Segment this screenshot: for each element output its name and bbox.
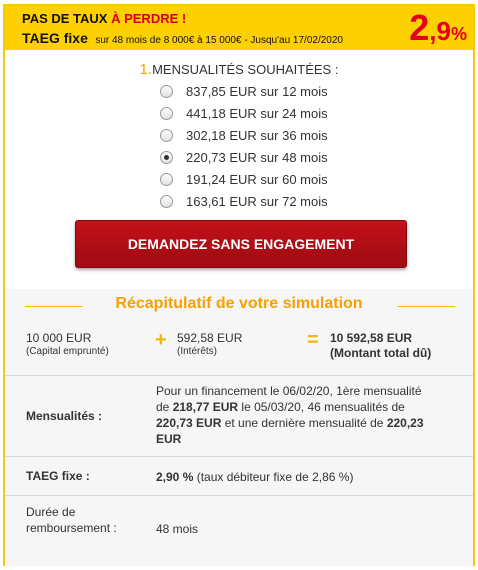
monthly-payments-title xyxy=(5,61,473,78)
radio-button[interactable] xyxy=(160,129,173,142)
cost-summary xyxy=(5,329,473,369)
option-label: 191,24 EUR sur 60 mois xyxy=(186,171,328,187)
mensualites-label: Mensualités : xyxy=(26,409,103,423)
taeg-detail: (taux débiteur fixe de 2,86 %) xyxy=(193,470,354,484)
promo-prefix: PAS DE TAUX xyxy=(22,11,112,26)
payment-option-12[interactable] xyxy=(160,80,328,102)
first-payment-amount: 218,77 EUR xyxy=(172,400,239,414)
divider xyxy=(5,495,473,496)
rate-percent: % xyxy=(450,24,467,44)
total-caption: (Montant total dû) xyxy=(330,346,432,360)
radio-button-selected[interactable] xyxy=(160,151,173,164)
promo-conditions: sur 48 mois de 8 000€ à 15 000€ - Jusqu'au 17/02/2020 xyxy=(95,35,343,46)
divider xyxy=(5,375,473,376)
title-divider-right xyxy=(397,306,455,307)
recap-title: Récapitulatif de votre simulation xyxy=(115,295,363,312)
duration-label-line2: remboursement : xyxy=(26,521,117,535)
option-label: 220,73 EUR sur 48 mois xyxy=(186,149,328,165)
capital-value: 10 000 EUR xyxy=(26,331,92,345)
payment-option-24[interactable] xyxy=(160,102,328,124)
monthly-payment-amount: 220,73 EUR xyxy=(156,416,222,430)
option-label: 302,18 EUR sur 36 mois xyxy=(186,127,328,143)
promo-headline xyxy=(22,11,186,26)
request-without-commitment-button[interactable]: DEMANDEZ SANS ENGAGEMENT xyxy=(75,220,407,268)
divider xyxy=(5,456,473,457)
payment-option-60[interactable] xyxy=(160,168,328,190)
promo-header xyxy=(5,6,473,50)
detail-text: le 05/03/20, 46 mensualités de xyxy=(238,400,405,414)
taeg-row-value xyxy=(156,469,353,485)
step-number: 1. xyxy=(139,61,153,78)
radio-button[interactable] xyxy=(160,195,173,208)
equals-sign: = xyxy=(307,329,319,351)
plus-sign: + xyxy=(155,329,167,351)
recap-title-row xyxy=(5,293,473,317)
credit-simulator xyxy=(3,4,475,566)
option-label: 441,18 EUR sur 24 mois xyxy=(186,105,328,121)
payment-option-48[interactable] xyxy=(160,146,328,168)
last-payment-amount: 220,23 EUR xyxy=(156,416,424,446)
total-value: 10 592,58 EUR xyxy=(330,331,413,345)
mensualites-detail xyxy=(156,383,426,447)
capital-caption: (Capital emprunté) xyxy=(26,346,109,357)
promo-conditions-line xyxy=(22,30,343,48)
interest-value: 592,58 EUR xyxy=(177,331,243,345)
detail-text: et une dernière mensualité de xyxy=(221,416,387,430)
radio-button[interactable] xyxy=(160,107,173,120)
promo-highlight: À PERDRE ! xyxy=(111,11,187,26)
simulation-recap xyxy=(5,289,473,566)
detail-text: Pour un financement le 06/02/20, 1ère mensualité de xyxy=(156,384,422,414)
rate-decimal: ,9 xyxy=(429,16,451,46)
payment-option-72[interactable] xyxy=(160,190,328,212)
taeg-label: TAEG fixe xyxy=(22,30,88,46)
radio-button[interactable] xyxy=(160,173,173,186)
payment-option-36[interactable] xyxy=(160,124,328,146)
option-label: 837,85 EUR sur 12 mois xyxy=(186,83,328,99)
rate-integer: 2 xyxy=(409,7,430,48)
option-label: 163,61 EUR sur 72 mois xyxy=(186,193,328,209)
duration-value: 48 mois xyxy=(156,522,199,536)
duration-label-line1: Durée de xyxy=(26,505,76,519)
monthly-payment-options xyxy=(160,80,328,212)
radio-button[interactable] xyxy=(160,85,173,98)
taeg-value: 2,90 % xyxy=(156,470,194,484)
step-title: MENSUALITÉS SOUHAITÉES : xyxy=(152,62,339,77)
promo-rate xyxy=(409,8,467,56)
interest-caption: (Intérêts) xyxy=(177,346,218,357)
taeg-row-label: TAEG fixe : xyxy=(26,469,90,483)
